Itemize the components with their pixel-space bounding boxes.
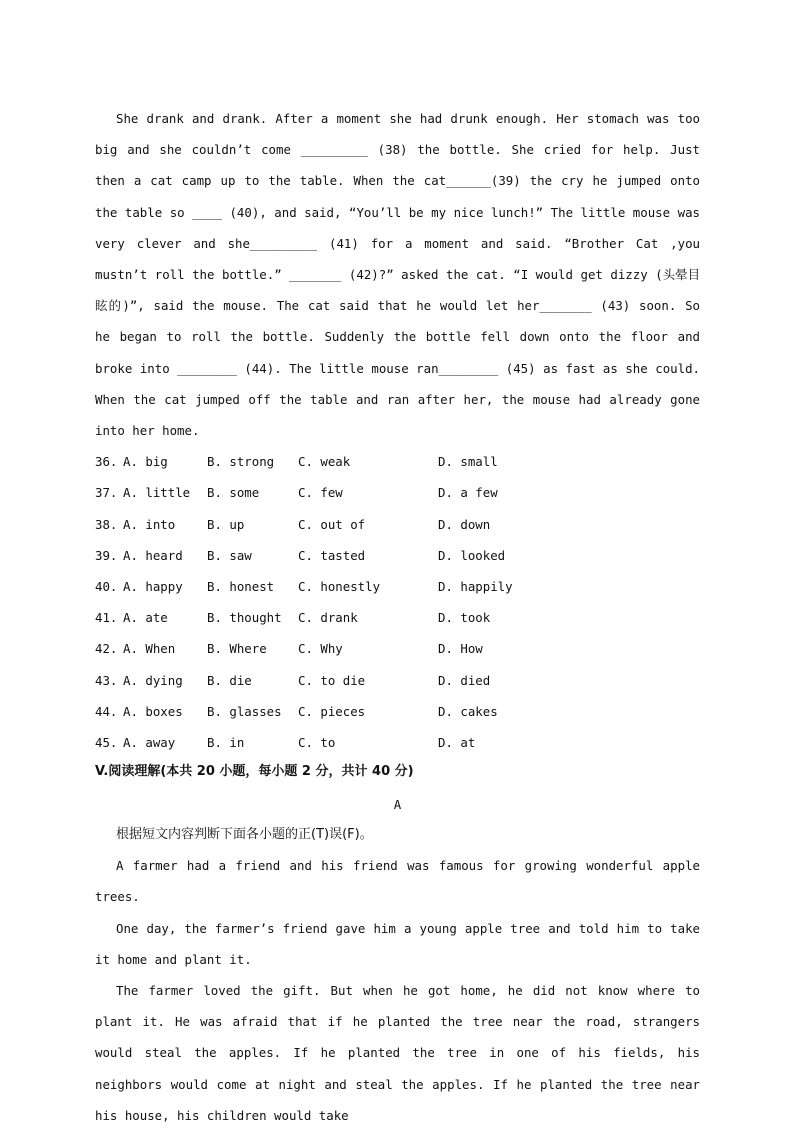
document-page: [95, 103, 700, 1131]
option-d: D. down: [438, 516, 491, 532]
option-a: A. happy: [123, 578, 183, 594]
instruction: 根据短文内容判断下面各小题的正(T)误(F)。: [116, 827, 373, 843]
option-row: [95, 446, 700, 477]
option-row: [95, 602, 700, 633]
option-d: D. How: [438, 641, 483, 657]
option-d: D. happily: [438, 578, 513, 594]
option-d: D. small: [438, 454, 498, 470]
option-a: A. When: [123, 641, 176, 657]
option-a: A. into: [123, 516, 176, 532]
option-c: C. out of: [298, 516, 366, 532]
option-c: C. to die: [298, 672, 366, 688]
option-b: B. strong: [207, 454, 275, 470]
passage-paragraph-3: The farmer loved the gift. But when he got home, he did not know where to plant it. He was afraid that if he planted the tree near the road, strangers would steal the apples. If he planted the tree in one of his fields, his neighbors would come at night and steal the apples. If he planted the tree near his house, his children would take: [95, 982, 700, 1123]
option-c: C. weak: [298, 454, 351, 470]
option-b: B. glasses: [207, 703, 282, 719]
question-number: 39.: [95, 547, 118, 563]
passage-paragraph-1: A farmer had a friend and his friend was famous for growing wonderful apple trees.: [95, 858, 700, 905]
option-d: D. at: [438, 734, 476, 750]
option-row: [95, 633, 700, 664]
options-list: [95, 446, 700, 758]
passage-letter: A: [393, 797, 402, 813]
option-b: B. thought: [207, 610, 282, 626]
option-a: A. away: [123, 734, 176, 750]
option-row: [95, 477, 700, 508]
option-a: A. dying: [123, 672, 183, 688]
option-b: B. die: [207, 672, 252, 688]
option-b: B. saw: [207, 547, 252, 563]
option-a: A. heard: [123, 547, 183, 563]
question-number: 45.: [95, 734, 118, 750]
option-row: [95, 571, 700, 602]
option-c: C. honestly: [298, 578, 381, 594]
question-number: 41.: [95, 610, 118, 626]
option-row: [95, 665, 700, 696]
option-c: C. pieces: [298, 703, 366, 719]
option-c: C. to: [298, 734, 336, 750]
question-number: 37.: [95, 485, 118, 501]
option-b: B. some: [207, 485, 260, 501]
option-row: [95, 727, 700, 758]
option-d: D. a few: [438, 485, 498, 501]
option-c: C. tasted: [298, 547, 366, 563]
option-d: D. cakes: [438, 703, 498, 719]
question-number: 42.: [95, 641, 118, 657]
option-row: [95, 540, 700, 571]
option-row: [95, 696, 700, 727]
option-c: C. drank: [298, 610, 358, 626]
option-c: C. Why: [298, 641, 343, 657]
option-b: B. in: [207, 734, 245, 750]
cloze-paragraph: She drank and drank. After a moment she had drunk enough. Her stomach was too big and she couldn’t come _________ (38) the bottle. She cried for help. Just then a cat camp up to the table. When the cat______(39) the cry he jumped onto the table so ____ (40), and said, “You’ll be my nice lunch!” The little mouse was very clever and she_________ (41) for a moment and said. “Brother Cat ,you mustn’t roll the bottle.” _______ (42)?” asked the cat. “I would get dizzy (头晕目眩的)”, said the mouse. The cat said that he would let her_______ (43) soon. So he began to roll the bottle. Suddenly the bottle fell down onto the floor and broke into ________ (44). The little mouse ran________ (45) as fast as she could. When the cat jumped off the table and ran after her, the mouse had already gone into her home.: [95, 111, 700, 439]
option-d: D. looked: [438, 547, 506, 563]
question-number: 44.: [95, 703, 118, 719]
option-d: D. died: [438, 672, 491, 688]
option-b: B. Where: [207, 641, 267, 657]
section-heading: V.阅读理解(本共 20 小题，每小题 2 分，共计 40 分): [95, 764, 414, 780]
question-number: 36.: [95, 454, 118, 470]
passage-paragraph-2: One day, the farmer’s friend gave him a young apple tree and told him to take it home and plant it.: [95, 920, 700, 967]
option-row: [95, 509, 700, 540]
question-number: 38.: [95, 516, 118, 532]
option-b: B. honest: [207, 578, 275, 594]
option-b: B. up: [207, 516, 245, 532]
question-number: 40.: [95, 578, 118, 594]
option-a: A. little: [123, 485, 191, 501]
option-d: D. took: [438, 610, 491, 626]
option-c: C. few: [298, 485, 343, 501]
option-a: A. big: [123, 454, 168, 470]
option-a: A. boxes: [123, 703, 183, 719]
question-number: 43.: [95, 672, 118, 688]
option-a: A. ate: [123, 610, 168, 626]
